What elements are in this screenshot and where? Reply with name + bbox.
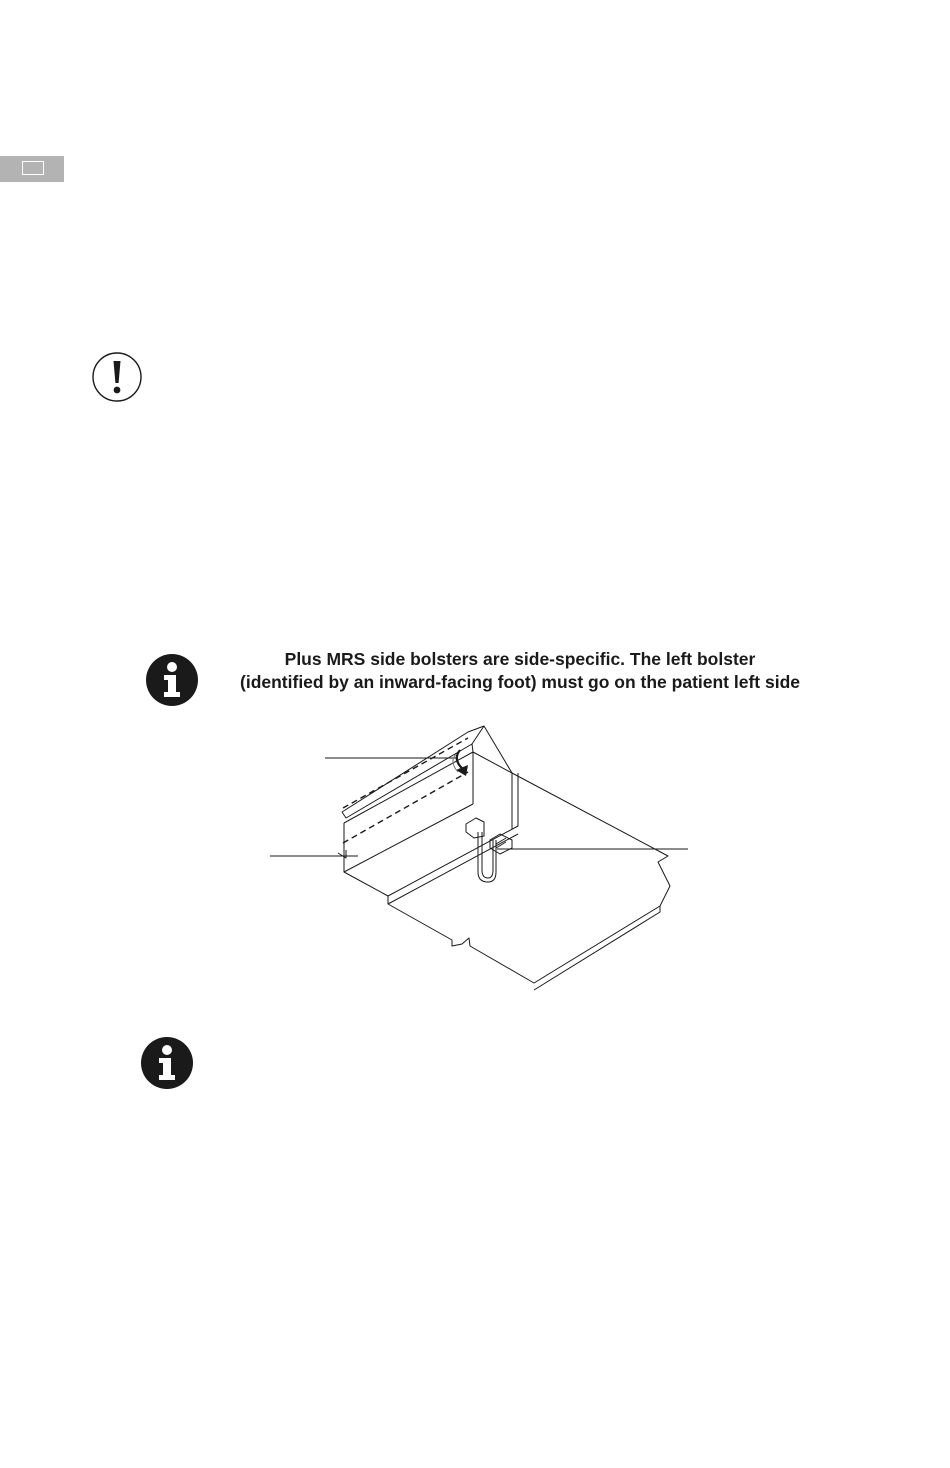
bolster-top-edge — [342, 726, 512, 812]
fold-line-upper — [343, 738, 468, 808]
block-right-side — [512, 773, 670, 906]
block-front — [344, 823, 388, 896]
info-circle-icon-2 — [140, 1036, 194, 1090]
note-line-2: (identified by an inward-facing foot) must go on the patient left side — [240, 672, 800, 692]
note-line-1: Plus MRS side bolsters are side-specific. The left bolster — [284, 649, 756, 669]
